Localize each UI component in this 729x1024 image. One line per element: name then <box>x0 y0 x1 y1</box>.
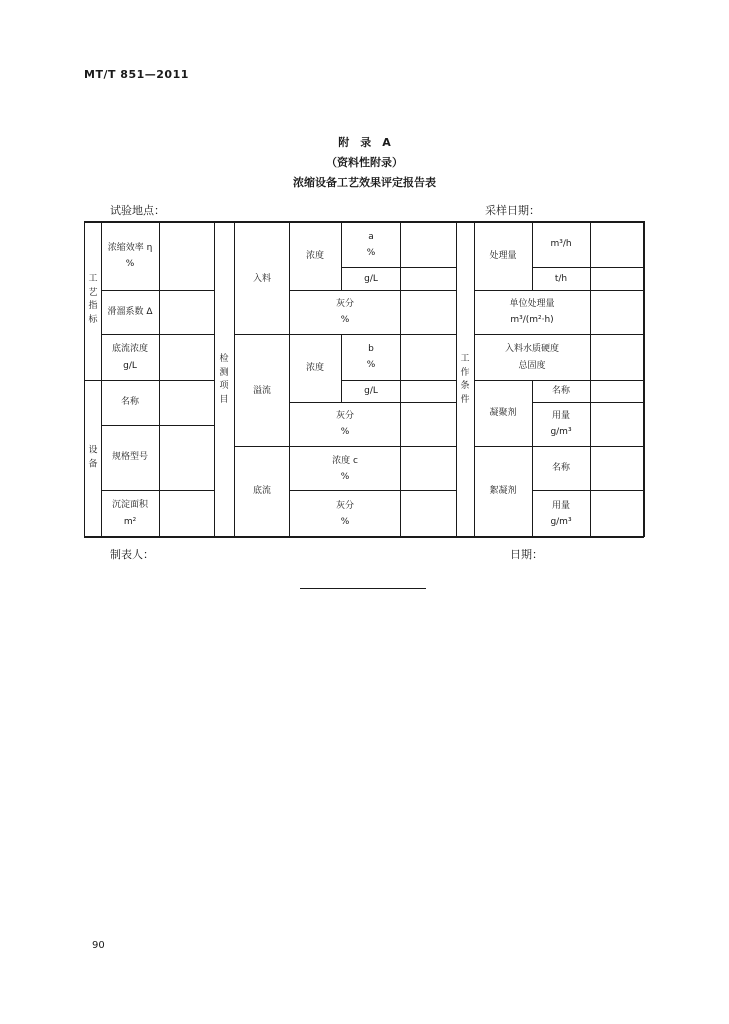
thickening-efficiency-label: 浓缩效率 η <box>107 242 153 253</box>
unit-capacity-unit: m³/(m²·h) <box>510 314 554 325</box>
overflow-ash-label: 灰分 <box>335 410 355 421</box>
table-line <box>400 221 401 537</box>
table-line <box>341 221 342 290</box>
table-line <box>234 334 456 335</box>
flocculant-dosage-label: 用量 <box>551 500 571 511</box>
overflow-concentration-label: 浓度 <box>305 362 325 373</box>
capacity-label: 处理量 <box>489 250 517 261</box>
equipment-model-label: 规格型号 <box>111 451 149 462</box>
test-site-label: 试验地点： <box>110 204 165 217</box>
table-line <box>234 446 456 447</box>
equipment-group: 设备 <box>88 445 98 469</box>
process-indicators-group: 工艺指标 <box>88 274 98 325</box>
table-line <box>289 490 456 491</box>
table-line <box>341 334 342 402</box>
feed-concentration-symbol: a <box>368 231 374 242</box>
underflow-ash-unit: % <box>340 516 350 527</box>
feed-ash-unit: % <box>340 314 350 325</box>
prepared-by-label: 制表人： <box>110 548 154 561</box>
underflow-concentration-unit: g/L <box>123 360 137 371</box>
table-line <box>289 290 456 291</box>
table-line <box>590 221 591 537</box>
table-line <box>474 290 644 291</box>
flocculant-dosage-unit: g/m³ <box>550 516 572 527</box>
coagulant-dosage-label: 用量 <box>551 410 571 421</box>
capacity-unit-th: t/h <box>554 273 568 284</box>
underflow-concentration-c: 浓度 c <box>332 455 358 466</box>
table-line <box>456 221 457 537</box>
overflow-label: 溢流 <box>252 385 272 396</box>
coagulant-dosage-unit: g/m³ <box>550 426 572 437</box>
table-border-top <box>84 221 644 223</box>
table-line <box>101 490 214 491</box>
underflow-label: 底流 <box>252 485 272 496</box>
table-line <box>532 267 644 268</box>
feed-concentration-label: 浓度 <box>305 250 325 261</box>
settling-area-unit: m² <box>123 516 137 527</box>
table-line <box>289 221 290 537</box>
report-title: 浓缩设备工艺效果评定报告表 <box>293 176 436 189</box>
table-border-left <box>84 221 85 537</box>
table-line <box>474 446 644 447</box>
table-line <box>234 221 235 537</box>
table-line <box>474 221 475 537</box>
slip-coefficient-label: 滑溜系数 Δ <box>107 306 153 317</box>
water-hardness-sublabel: 总固度 <box>518 360 546 371</box>
overflow-concentration-pct: % <box>366 359 376 370</box>
water-hardness-label: 入料水质硬度 <box>504 343 560 354</box>
appendix-title: 附 录 A <box>338 136 391 149</box>
table-line <box>101 425 214 426</box>
table-line <box>474 334 644 335</box>
overflow-concentration-gl: g/L <box>364 385 378 396</box>
table-border-right <box>643 221 645 537</box>
table-line <box>474 380 644 381</box>
coagulant-name-label: 名称 <box>551 385 571 396</box>
table-line <box>532 402 644 403</box>
table-line <box>532 490 644 491</box>
detection-items-group: 检测项目 <box>219 354 229 405</box>
table-border-bottom <box>84 536 644 538</box>
table-line <box>532 221 533 290</box>
working-conditions-group: 工作条件 <box>460 354 470 405</box>
standard-number: MT/T 851—2011 <box>84 68 189 81</box>
coagulant-label: 凝聚剂 <box>489 407 517 418</box>
capacity-unit-m3h: m³/h <box>550 238 572 249</box>
settling-area-label: 沉淀面积 <box>111 499 149 510</box>
equipment-name-label: 名称 <box>120 396 140 407</box>
unit-capacity-label: 单位处理量 <box>509 298 555 309</box>
table-line <box>84 380 214 381</box>
underflow-concentration-c-unit: % <box>340 471 350 482</box>
end-rule <box>300 588 426 589</box>
table-line <box>214 221 215 537</box>
page-number: 90 <box>92 940 105 951</box>
feed-label: 入料 <box>252 273 272 284</box>
feed-concentration-pct: % <box>366 247 376 258</box>
feed-concentration-gl: g/L <box>364 273 378 284</box>
overflow-ash-unit: % <box>340 426 350 437</box>
appendix-type: （资料性附录） <box>326 156 403 169</box>
table-line <box>341 380 456 381</box>
thickening-efficiency-unit: % <box>125 258 135 269</box>
report-date-label: 日期： <box>510 548 543 561</box>
flocculant-name-label: 名称 <box>551 462 571 473</box>
sampling-date-label: 采样日期： <box>485 204 540 217</box>
underflow-ash-label: 灰分 <box>335 500 355 511</box>
overflow-concentration-symbol: b <box>368 343 374 354</box>
table-line <box>341 267 456 268</box>
underflow-concentration-label: 底流浓度 <box>111 343 149 354</box>
flocculant-label: 絮凝剂 <box>489 485 517 496</box>
table-line <box>101 290 214 291</box>
feed-ash-label: 灰分 <box>335 298 355 309</box>
table-line <box>101 334 214 335</box>
table-line <box>101 221 102 537</box>
table-line <box>159 221 160 537</box>
table-line <box>532 380 533 537</box>
table-line <box>289 402 456 403</box>
